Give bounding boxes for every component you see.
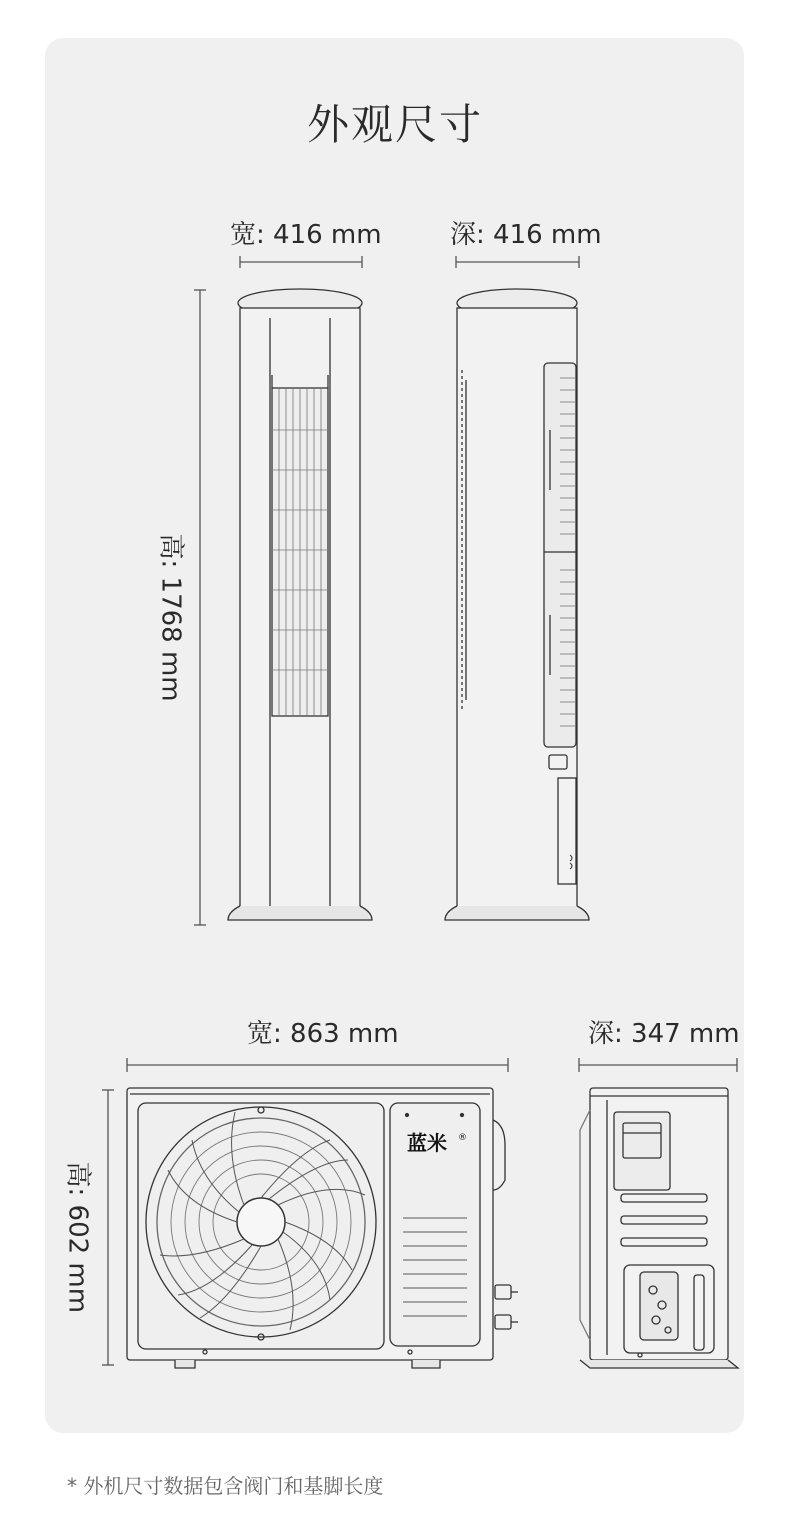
footnote: * 外机尺寸数据包含阀门和基脚长度 <box>67 1474 384 1498</box>
indoor-unit-side-view <box>445 289 589 920</box>
indoor-unit-front-view <box>228 289 372 920</box>
outdoor-height-dimension-line <box>102 1090 114 1365</box>
outdoor-unit-front-view <box>127 1088 518 1368</box>
indoor-width-label: 宽: 416 mm <box>230 220 382 250</box>
service-valves <box>495 1285 518 1329</box>
brand-registered-mark: ® <box>458 1133 467 1143</box>
outdoor-height-label: 高: 602 mm <box>62 1161 93 1314</box>
outdoor-unit-side-view <box>580 1088 738 1368</box>
indoor-depth-label: 深: 416 mm <box>450 220 602 250</box>
outdoor-depth-dimension-line <box>579 1058 737 1072</box>
indoor-height-label: 高: 1768 mm <box>155 533 186 702</box>
page-title: 外观尺寸 <box>306 100 483 149</box>
indoor-width-dimension-line <box>240 256 362 268</box>
indoor-height-dimension-line <box>194 290 206 925</box>
outdoor-width-label: 宽: 863 mm <box>247 1019 399 1049</box>
outdoor-depth-label: 深: 347 mm <box>588 1019 740 1049</box>
outdoor-width-dimension-line <box>127 1058 508 1072</box>
brand-logo: 蓝米 <box>407 1131 447 1155</box>
indoor-depth-dimension-line <box>456 256 579 268</box>
